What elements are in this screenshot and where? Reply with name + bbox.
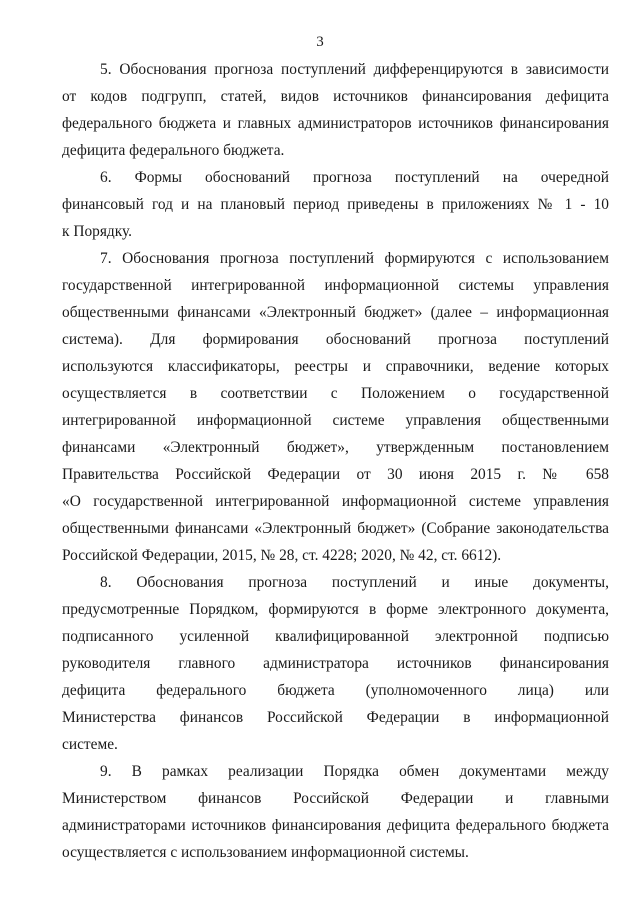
text-line: подписанного усиленной квалифицированной электронной подписью <box>62 628 609 645</box>
paragraph-5 <box>62 56 609 164</box>
text-line: 5. Обоснования прогноза поступлений дифференцируются в зависимости <box>100 61 609 78</box>
text-line: осуществляется с использованием информационной системы. <box>62 844 469 861</box>
paragraph-9 <box>62 758 609 866</box>
document-body <box>62 56 609 866</box>
text-line: администраторами источников финансирования дефицита федерального бюджета <box>62 817 609 834</box>
text-line: Правительства Российской Федерации от 30 июня 2015 г. № 658 <box>62 466 609 483</box>
text-line: руководителя главного администратора источников финансирования <box>62 655 609 672</box>
text-line: дефицита федерального бюджета. <box>62 142 285 159</box>
text-line: дефицита федерального бюджета (уполномоченного лица) или <box>62 682 609 699</box>
text-line: Российской Федерации, 2015, № 28, ст. 4228; 2020, № 42, ст. 6612). <box>62 547 502 564</box>
text-line: 9. В рамках реализации Порядка обмен документами между <box>100 763 609 780</box>
page-number: 3 <box>316 34 324 50</box>
text-line: Министерства финансов Российской Федерации в информационной <box>62 709 609 726</box>
text-line: общественными финансами «Электронный бюджет» (далее – информационная <box>62 304 609 321</box>
text-line: финансовый год и на плановый период приведены в приложениях № 1 - 10 <box>62 196 609 213</box>
text-line: финансами «Электронный бюджет», утвержденным постановлением <box>62 439 609 456</box>
text-line: используются классификаторы, реестры и справочники, ведение которых <box>62 358 609 375</box>
text-line: 7. Обоснования прогноза поступлений формируются с использованием <box>100 250 609 267</box>
text-line: 6. Формы обоснований прогноза поступлений на очередной <box>100 169 609 186</box>
text-line: система). Для формирования обоснований прогноза поступлений <box>62 331 609 348</box>
text-line: государственной интегрированной информационной системы управления <box>62 277 609 294</box>
text-line: федерального бюджета и главных администраторов источников финансирования <box>62 115 609 132</box>
paragraph-8 <box>62 569 609 758</box>
paragraph-7 <box>62 245 609 569</box>
text-line: 8. Обоснования прогноза поступлений и иные документы, <box>100 574 609 591</box>
text-line: осуществляется в соответствии с Положением о государственной <box>62 385 609 402</box>
text-line: к Порядку. <box>62 223 133 240</box>
text-line: предусмотренные Порядком, формируются в форме электронного документа, <box>62 601 609 618</box>
text-line: Министерством финансов Российской Федерации и главными <box>62 790 609 807</box>
paragraph-6 <box>62 164 609 245</box>
text-line: интегрированной информационной системе управления общественными <box>62 412 609 429</box>
text-line: «О государственной интегрированной информационной системе управления <box>62 493 609 510</box>
text-line: системе. <box>62 736 118 753</box>
text-line: общественными финансами «Электронный бюджет» (Собрание законодательства <box>62 520 609 537</box>
text-line: от кодов подгрупп, статей, видов источников финансирования дефицита <box>62 88 609 105</box>
